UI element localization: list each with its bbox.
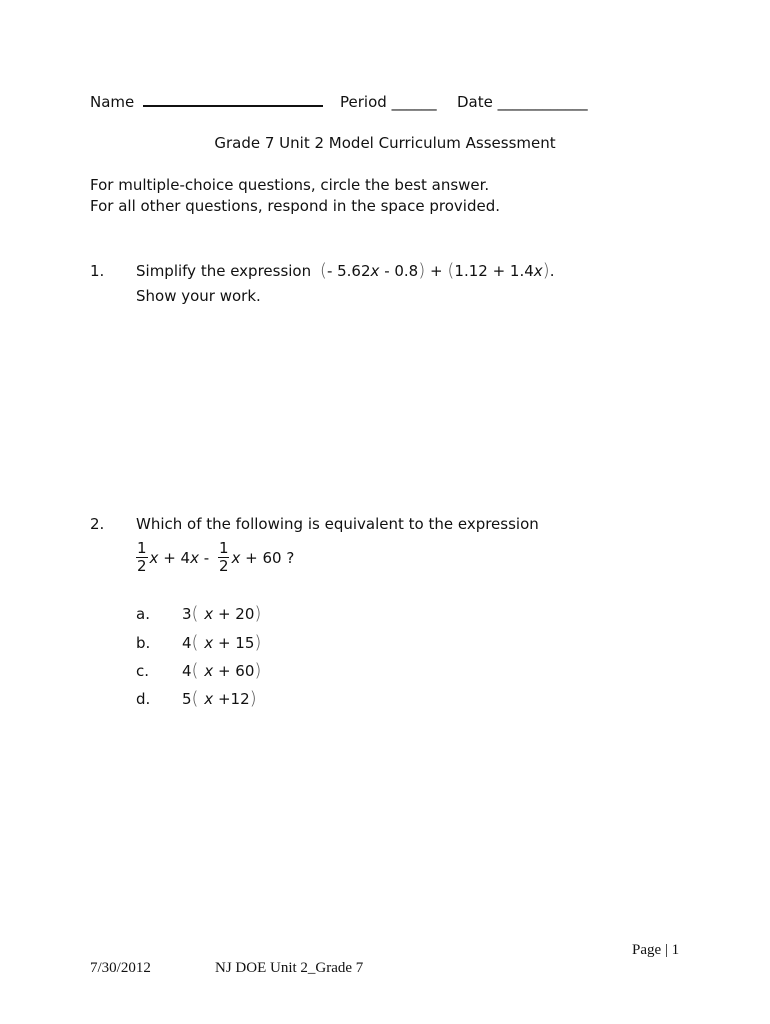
option-letter: d.	[136, 690, 151, 708]
expr-var: x	[149, 548, 159, 567]
period-label: Period	[340, 93, 387, 111]
option-letter: c.	[136, 662, 150, 680]
period-field	[340, 93, 437, 111]
option-expression: 4( x + 15)	[182, 632, 262, 653]
period-blank[interactable]: ______	[391, 93, 437, 111]
option-coef: 3	[182, 605, 192, 623]
name-field	[90, 93, 323, 111]
paren-open: (	[319, 260, 327, 281]
option-coef: 4	[182, 662, 192, 680]
fraction	[136, 541, 148, 574]
expr-op: +	[425, 262, 448, 280]
paren-close: )	[418, 260, 426, 281]
expr-term: - 5.62	[326, 262, 371, 280]
expr-var: x	[533, 262, 543, 280]
footer-doc-label: NJ DOE Unit 2_Grade 7	[215, 960, 364, 976]
option-c[interactable]	[136, 660, 262, 681]
expr-var: x	[190, 548, 199, 567]
option-var: x	[204, 634, 214, 652]
option-var: x	[204, 662, 214, 680]
expr-term: 1.12 + 1.4	[454, 262, 534, 280]
option-a[interactable]	[136, 603, 262, 624]
expression	[320, 262, 555, 280]
option-rest: + 20	[213, 605, 255, 623]
option-coef: 4	[182, 634, 192, 652]
option-var: x	[204, 605, 214, 623]
expr-op: -	[198, 548, 214, 567]
expr-term: + 4	[158, 548, 191, 567]
instruction-line: For multiple-choice questions, circle the best answer.	[90, 176, 490, 194]
date-label: Date	[457, 93, 493, 111]
page-title: Grade 7 Unit 2 Model Curriculum Assessment	[214, 134, 556, 152]
question-2-prompt: Which of the following is equivalent to the expression	[136, 515, 539, 533]
fraction	[218, 541, 230, 574]
question-1-prompt	[136, 260, 554, 281]
option-d[interactable]	[136, 688, 257, 709]
question-1-followup: Show your work.	[136, 287, 261, 305]
option-expression: 3( x + 20)	[182, 603, 262, 624]
option-rest: +12	[213, 690, 250, 708]
name-label: Name	[90, 93, 135, 111]
fraction-numerator: 1	[218, 539, 229, 557]
paren-open: (	[447, 260, 455, 281]
expr-term: - 0.8	[379, 262, 419, 280]
question-prompt-text: Simplify the expression	[136, 262, 312, 280]
option-expression: 4( x + 60)	[182, 660, 262, 681]
option-rest: + 15	[213, 634, 255, 652]
expr-term: + 60 ?	[240, 548, 295, 567]
option-rest: + 60	[213, 662, 255, 680]
option-expression: 5( x +12)	[182, 688, 257, 709]
option-letter: a.	[136, 605, 150, 623]
fraction-denominator: 2	[218, 557, 229, 575]
question-number: 1.	[90, 262, 105, 280]
question-number: 2.	[90, 515, 105, 533]
fraction-denominator: 2	[137, 557, 147, 575]
date-field	[457, 93, 588, 111]
option-letter: b.	[136, 634, 151, 652]
date-blank[interactable]: ____________	[497, 93, 588, 111]
question-2-expression	[136, 541, 294, 574]
paren-close: )	[542, 260, 550, 281]
footer-date: 7/30/2012	[90, 960, 151, 976]
name-blank[interactable]	[143, 104, 323, 107]
page-number: Page | 1	[632, 942, 680, 958]
option-var: x	[204, 690, 214, 708]
fraction-numerator: 1	[137, 539, 147, 557]
option-coef: 5	[182, 690, 192, 708]
option-b[interactable]	[136, 632, 262, 653]
expr-var: x	[370, 262, 380, 280]
instruction-line: For all other questions, respond in the space provided.	[90, 197, 500, 215]
expr-end: .	[549, 262, 555, 280]
expr-var: x	[231, 548, 241, 567]
